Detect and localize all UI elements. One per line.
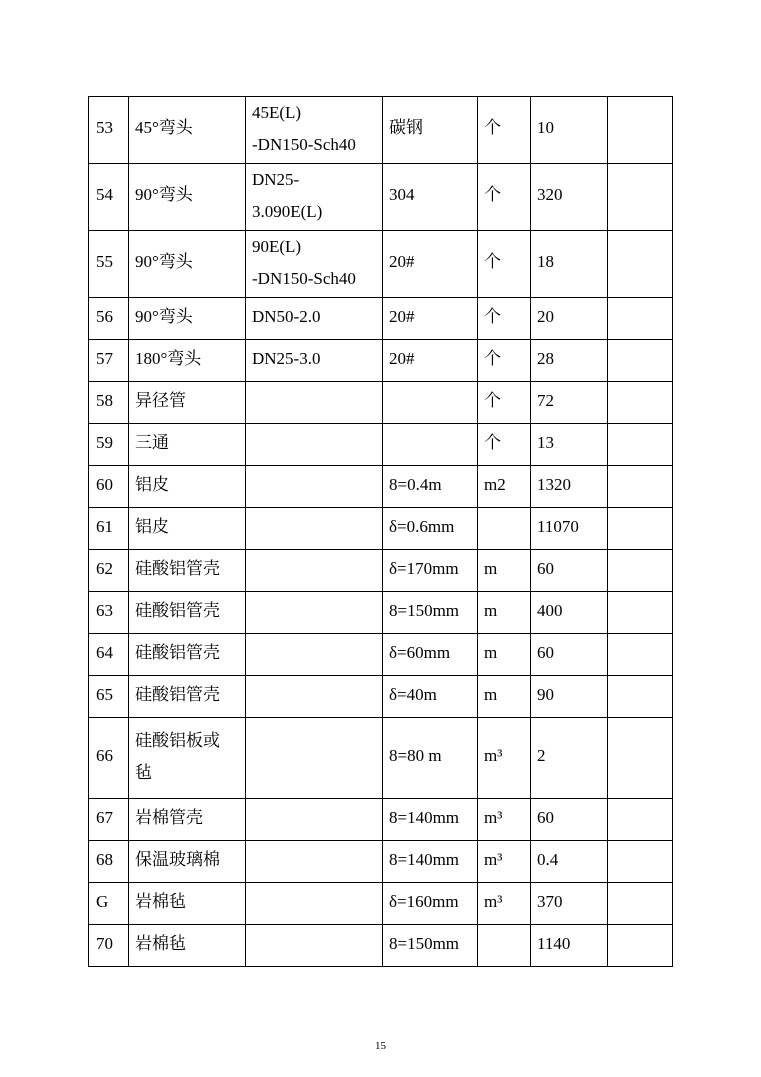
cell-spec: DN25-3.0	[246, 340, 383, 382]
cell-no: 57	[89, 340, 129, 382]
cell-name: 铝皮	[129, 466, 246, 508]
materials-table-body	[89, 97, 673, 967]
table-row	[89, 97, 673, 164]
cell-material: 8=80 m	[383, 718, 478, 799]
cell-name: 保温玻璃棉	[129, 841, 246, 883]
cell-name: 硅酸铝管壳	[129, 592, 246, 634]
cell-qty: 72	[531, 382, 608, 424]
cell-spec	[246, 382, 383, 424]
cell-remark	[608, 925, 673, 967]
cell-material: 8=150mm	[383, 925, 478, 967]
cell-qty: 10	[531, 97, 608, 164]
cell-material: δ=170mm	[383, 550, 478, 592]
cell-material: 碳钢	[383, 97, 478, 164]
table-row	[89, 634, 673, 676]
cell-material	[383, 382, 478, 424]
cell-material: 8=140mm	[383, 799, 478, 841]
cell-unit: 个	[478, 424, 531, 466]
table-row	[89, 799, 673, 841]
cell-unit: m	[478, 634, 531, 676]
table-row	[89, 925, 673, 967]
cell-qty: 0.4	[531, 841, 608, 883]
materials-table	[88, 96, 673, 967]
cell-material: δ=160mm	[383, 883, 478, 925]
cell-spec	[246, 799, 383, 841]
cell-unit: m³	[478, 799, 531, 841]
cell-material: δ=40m	[383, 676, 478, 718]
table-row	[89, 466, 673, 508]
table-row	[89, 883, 673, 925]
cell-name: 90°弯头	[129, 164, 246, 231]
cell-spec	[246, 925, 383, 967]
cell-unit: m	[478, 592, 531, 634]
cell-name: 铝皮	[129, 508, 246, 550]
cell-name: 三通	[129, 424, 246, 466]
cell-remark	[608, 340, 673, 382]
cell-remark	[608, 592, 673, 634]
cell-spec	[246, 718, 383, 799]
cell-no: 62	[89, 550, 129, 592]
cell-material: δ=0.6mm	[383, 508, 478, 550]
cell-name: 岩棉毡	[129, 883, 246, 925]
cell-unit: 个	[478, 298, 531, 340]
cell-unit: m	[478, 550, 531, 592]
cell-unit: m	[478, 676, 531, 718]
cell-unit: m³	[478, 883, 531, 925]
cell-no: 66	[89, 718, 129, 799]
cell-qty: 60	[531, 634, 608, 676]
cell-qty: 11070	[531, 508, 608, 550]
table-row	[89, 298, 673, 340]
cell-no: 63	[89, 592, 129, 634]
cell-material: 304	[383, 164, 478, 231]
table-row	[89, 550, 673, 592]
cell-unit	[478, 508, 531, 550]
cell-material: 8=140mm	[383, 841, 478, 883]
cell-name: 硅酸铝管壳	[129, 634, 246, 676]
cell-no: 53	[89, 97, 129, 164]
cell-no: 65	[89, 676, 129, 718]
cell-no: 67	[89, 799, 129, 841]
cell-remark	[608, 508, 673, 550]
cell-remark	[608, 676, 673, 718]
cell-spec	[246, 841, 383, 883]
cell-unit	[478, 925, 531, 967]
cell-spec	[246, 883, 383, 925]
cell-material: δ=60mm	[383, 634, 478, 676]
cell-spec: DN25- 3.090E(L)	[246, 164, 383, 231]
cell-spec: DN50-2.0	[246, 298, 383, 340]
cell-spec	[246, 634, 383, 676]
cell-no: 56	[89, 298, 129, 340]
table-row	[89, 164, 673, 231]
cell-no: 64	[89, 634, 129, 676]
cell-no: 54	[89, 164, 129, 231]
cell-material: 8=0.4m	[383, 466, 478, 508]
cell-spec: 90E(L) -DN150-Sch40	[246, 231, 383, 298]
cell-name: 45°弯头	[129, 97, 246, 164]
cell-name: 异径管	[129, 382, 246, 424]
cell-remark	[608, 164, 673, 231]
cell-qty: 18	[531, 231, 608, 298]
table-row	[89, 382, 673, 424]
cell-no: 55	[89, 231, 129, 298]
cell-name: 180°弯头	[129, 340, 246, 382]
table-row	[89, 508, 673, 550]
cell-no: G	[89, 883, 129, 925]
cell-unit: 个	[478, 382, 531, 424]
cell-remark	[608, 550, 673, 592]
cell-name: 90°弯头	[129, 298, 246, 340]
table-row	[89, 424, 673, 466]
cell-qty: 90	[531, 676, 608, 718]
cell-remark	[608, 298, 673, 340]
cell-unit: m2	[478, 466, 531, 508]
cell-qty: 60	[531, 550, 608, 592]
table-row	[89, 676, 673, 718]
cell-name: 岩棉管壳	[129, 799, 246, 841]
cell-qty: 1320	[531, 466, 608, 508]
cell-no: 61	[89, 508, 129, 550]
cell-spec	[246, 550, 383, 592]
cell-name: 90°弯头	[129, 231, 246, 298]
page-number: 15	[375, 1040, 386, 1052]
cell-unit: 个	[478, 340, 531, 382]
cell-spec	[246, 466, 383, 508]
cell-spec: 45E(L) -DN150-Sch40	[246, 97, 383, 164]
cell-material: 20#	[383, 298, 478, 340]
cell-remark	[608, 97, 673, 164]
cell-material: 20#	[383, 340, 478, 382]
cell-remark	[608, 424, 673, 466]
cell-material: 8=150mm	[383, 592, 478, 634]
cell-remark	[608, 466, 673, 508]
table-row	[89, 718, 673, 799]
cell-name: 硅酸铝板或 毡	[129, 718, 246, 799]
cell-qty: 2	[531, 718, 608, 799]
cell-no: 59	[89, 424, 129, 466]
cell-unit: 个	[478, 164, 531, 231]
cell-remark	[608, 231, 673, 298]
cell-remark	[608, 382, 673, 424]
cell-spec	[246, 676, 383, 718]
cell-qty: 20	[531, 298, 608, 340]
table-row	[89, 340, 673, 382]
table-row	[89, 231, 673, 298]
cell-no: 60	[89, 466, 129, 508]
cell-unit: m³	[478, 841, 531, 883]
cell-remark	[608, 634, 673, 676]
cell-remark	[608, 718, 673, 799]
cell-qty: 400	[531, 592, 608, 634]
table-row	[89, 841, 673, 883]
cell-no: 58	[89, 382, 129, 424]
cell-spec	[246, 424, 383, 466]
cell-unit: 个	[478, 231, 531, 298]
cell-spec	[246, 508, 383, 550]
cell-spec	[246, 592, 383, 634]
cell-unit: 个	[478, 97, 531, 164]
cell-qty: 1140	[531, 925, 608, 967]
cell-qty: 28	[531, 340, 608, 382]
cell-unit: m³	[478, 718, 531, 799]
cell-qty: 60	[531, 799, 608, 841]
cell-no: 68	[89, 841, 129, 883]
cell-name: 硅酸铝管壳	[129, 676, 246, 718]
cell-material	[383, 424, 478, 466]
cell-material: 20#	[383, 231, 478, 298]
cell-qty: 320	[531, 164, 608, 231]
cell-no: 70	[89, 925, 129, 967]
cell-remark	[608, 799, 673, 841]
cell-remark	[608, 841, 673, 883]
cell-remark	[608, 883, 673, 925]
table-row	[89, 592, 673, 634]
cell-qty: 370	[531, 883, 608, 925]
cell-qty: 13	[531, 424, 608, 466]
cell-name: 岩棉毡	[129, 925, 246, 967]
cell-name: 硅酸铝管壳	[129, 550, 246, 592]
